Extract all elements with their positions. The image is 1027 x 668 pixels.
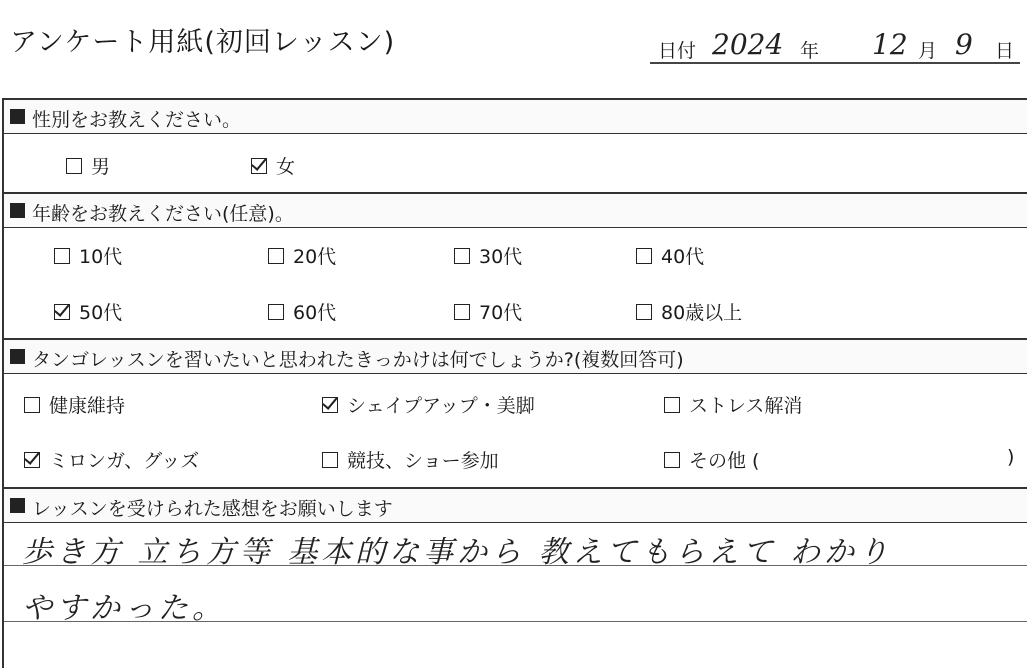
checkbox-checked[interactable] [251, 158, 267, 174]
age-option-70s[interactable] [454, 298, 522, 325]
square-bullet-icon [10, 498, 25, 513]
checkbox[interactable] [54, 248, 70, 264]
age-option-30s[interactable] [454, 242, 522, 269]
checkbox[interactable] [664, 397, 680, 413]
impression-question-header [4, 487, 1027, 523]
checkbox-checked[interactable] [54, 304, 70, 320]
gender-question-header [4, 100, 1027, 134]
motivation-option-health[interactable] [24, 391, 125, 418]
age-option-60s[interactable] [268, 298, 336, 325]
option-label: 男 [91, 156, 111, 178]
answer-area[interactable] [4, 521, 1027, 668]
checkbox[interactable] [66, 158, 82, 174]
motivation-question-header [4, 338, 1027, 374]
option-label: 40代 [661, 246, 705, 268]
option-label: 競技、ショー参加 [347, 450, 499, 472]
other-close-paren: ) [1007, 446, 1015, 468]
option-label: 80歳以上 [661, 302, 743, 324]
motivation-option-competition[interactable] [322, 446, 499, 473]
checkbox[interactable] [24, 397, 40, 413]
age-option-40s[interactable] [636, 242, 704, 269]
checkbox[interactable] [454, 304, 470, 320]
square-bullet-icon [10, 203, 25, 218]
gender-question: 性別をお教えください。 [32, 109, 242, 131]
checkbox[interactable] [454, 248, 470, 264]
age-option-10s[interactable] [54, 242, 122, 269]
date-label: 日付 [658, 40, 697, 62]
checkbox-checked[interactable] [24, 452, 40, 468]
date-line [650, 30, 1020, 64]
date-day[interactable]: 9 [955, 28, 973, 61]
motivation-option-stress[interactable] [664, 391, 802, 418]
option-label: 30代 [479, 246, 523, 268]
checkbox[interactable] [322, 452, 338, 468]
date-year-unit: 年 [800, 40, 820, 62]
option-label: その他 ( [689, 450, 760, 472]
checkbox[interactable] [636, 248, 652, 264]
age-option-50s[interactable] [54, 298, 122, 325]
option-label: ミロンガ、グッズ [49, 450, 200, 472]
option-label: 女 [276, 156, 296, 178]
option-label: ストレス解消 [689, 395, 803, 417]
age-question-header [4, 192, 1027, 228]
impression-question: レッスンを受けられた感想をお願いします [32, 498, 393, 520]
option-label: 70代 [479, 302, 523, 324]
gender-option-male[interactable] [66, 152, 110, 179]
motivation-option-shapeup[interactable] [322, 391, 535, 418]
age-option-80plus[interactable] [636, 298, 742, 325]
handwritten-answer-line-1: 歩き方 立ち方等 基本的な事から 教えてもらえて わかり [22, 535, 893, 570]
date-year[interactable]: 2024 [712, 28, 784, 61]
option-label: 60代 [293, 302, 337, 324]
date-month-unit: 月 [918, 40, 938, 62]
option-label: 50代 [79, 302, 123, 324]
gender-option-female[interactable] [251, 152, 295, 179]
checkbox[interactable] [268, 248, 284, 264]
form-title: アンケート用紙(初回レッスン) [10, 27, 396, 58]
checkbox[interactable] [636, 304, 652, 320]
motivation-option-milonga[interactable] [24, 446, 199, 473]
option-label: 10代 [79, 246, 123, 268]
option-label: 20代 [293, 246, 337, 268]
checkbox[interactable] [664, 452, 680, 468]
date-month[interactable]: 12 [872, 28, 908, 61]
survey-form [2, 98, 1027, 668]
square-bullet-icon [10, 109, 25, 124]
square-bullet-icon [10, 349, 25, 364]
option-label: シェイプアップ・美脚 [347, 395, 535, 417]
checkbox-checked[interactable] [322, 397, 338, 413]
handwritten-answer-line-2: やすかった。 [22, 591, 226, 626]
age-option-20s[interactable] [268, 242, 336, 269]
age-question: 年齢をお教えください(任意)。 [32, 203, 294, 225]
date-day-unit: 日 [995, 40, 1015, 62]
motivation-option-other[interactable] [664, 446, 759, 473]
checkbox[interactable] [268, 304, 284, 320]
motivation-question: タンゴレッスンを習いたいと思われたきっかけは何でしょうか?(複数回答可) [32, 349, 684, 371]
option-label: 健康維持 [49, 395, 126, 417]
